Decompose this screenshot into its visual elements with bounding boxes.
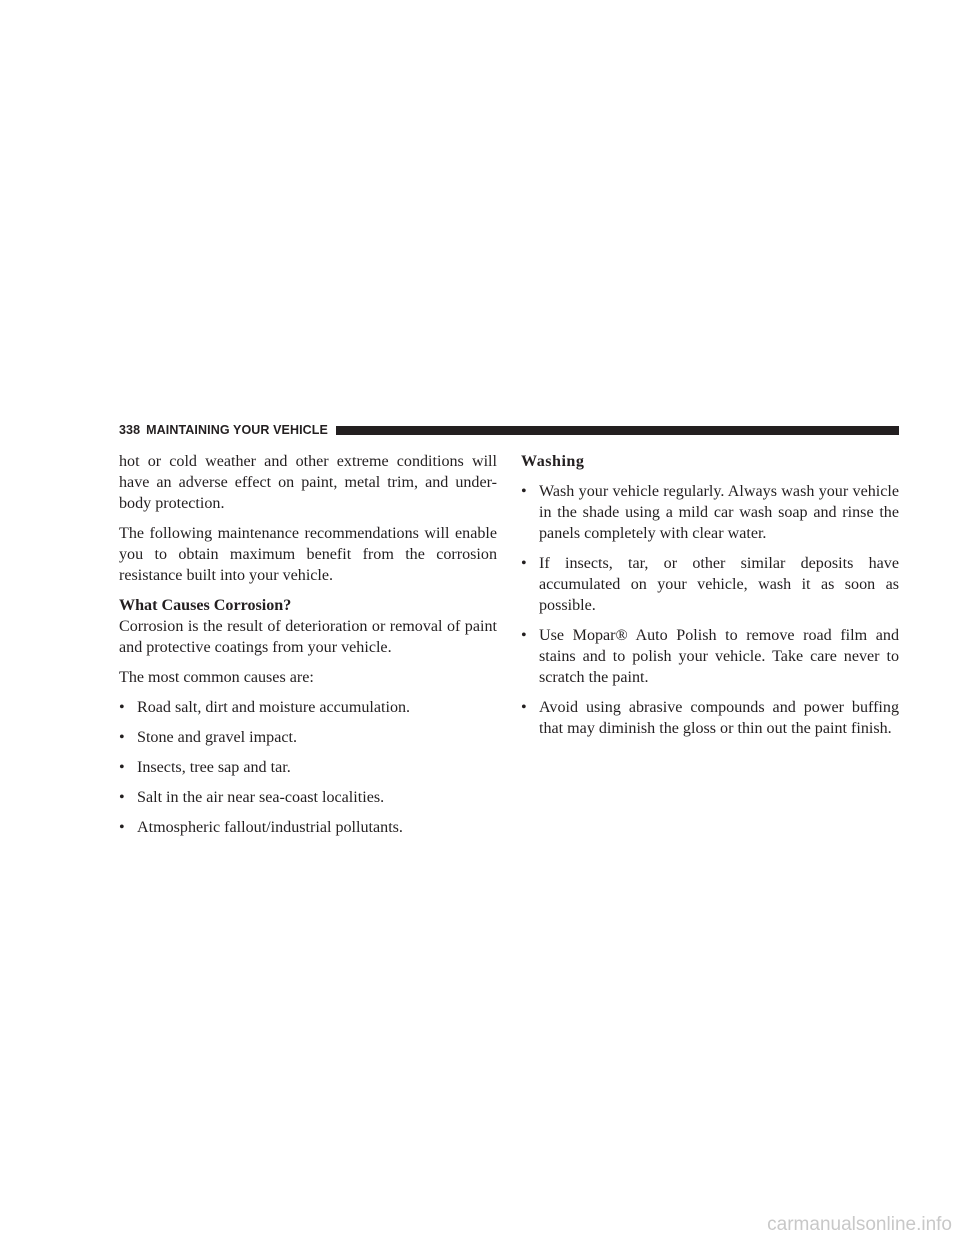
corrosion-definition-paragraph: Corrosion is the result of deterioration or removal of paint and protective coatings from your vehicle. [119, 618, 497, 656]
causes-list [119, 697, 497, 838]
list-item: • Salt in the air near sea-coast localities. [119, 789, 385, 806]
site-watermark: carmanualsonline.info [767, 1214, 952, 1235]
common-causes-intro: The most common causes are: [119, 669, 314, 686]
bullet-icon: • [521, 555, 527, 572]
left-column [119, 451, 497, 847]
bullet-icon: • [119, 729, 125, 746]
corrosion-causes-heading: What Causes Corrosion? [119, 597, 292, 614]
list-item: • If insects, tar, or other similar deposits have accumulated on your vehicle, wash it as soon as possible. [521, 555, 899, 614]
right-column [521, 451, 899, 748]
page-number: 338 [119, 423, 141, 437]
bullet-icon: • [119, 819, 125, 836]
list-item: • Road salt, dirt and moisture accumulation. [119, 699, 411, 716]
bullet-icon: • [521, 699, 527, 716]
list-item: • Atmospheric fallout/industrial pollutants. [119, 819, 403, 836]
bullet-icon: • [119, 759, 125, 776]
list-item: • Avoid using abrasive compounds and power buffing that may diminish the gloss or thin out the paint finish. [521, 699, 899, 737]
bullet-icon: • [119, 789, 125, 806]
section-title: MAINTAINING YOUR VEHICLE [146, 423, 328, 437]
bullet-icon: • [521, 483, 527, 500]
washing-list [521, 481, 899, 739]
intro-paragraph: hot or cold weather and other extreme conditions will have an adverse effect on paint, metal trim, and under-body protection. [119, 453, 497, 512]
header-rule [336, 426, 899, 435]
list-item: • Wash your vehicle regularly. Always wash your vehicle in the shade using a mild car wash soap and rinse the panels completely with clear water. [521, 483, 899, 542]
bullet-icon: • [521, 627, 527, 644]
page-header [119, 421, 899, 439]
bullet-icon: • [119, 699, 125, 716]
recommendations-paragraph: The following maintenance recommendations will enable you to obtain maximum benefit from the corrosion resistance built into your vehicle. [119, 525, 497, 584]
list-item: • Stone and gravel impact. [119, 729, 297, 746]
list-item: • Use Mopar® Auto Polish to remove road film and stains and to polish your vehicle. Take care never to scratch the paint. [521, 627, 899, 686]
washing-heading: Washing [521, 453, 585, 470]
list-item: • Insects, tree sap and tar. [119, 759, 291, 776]
